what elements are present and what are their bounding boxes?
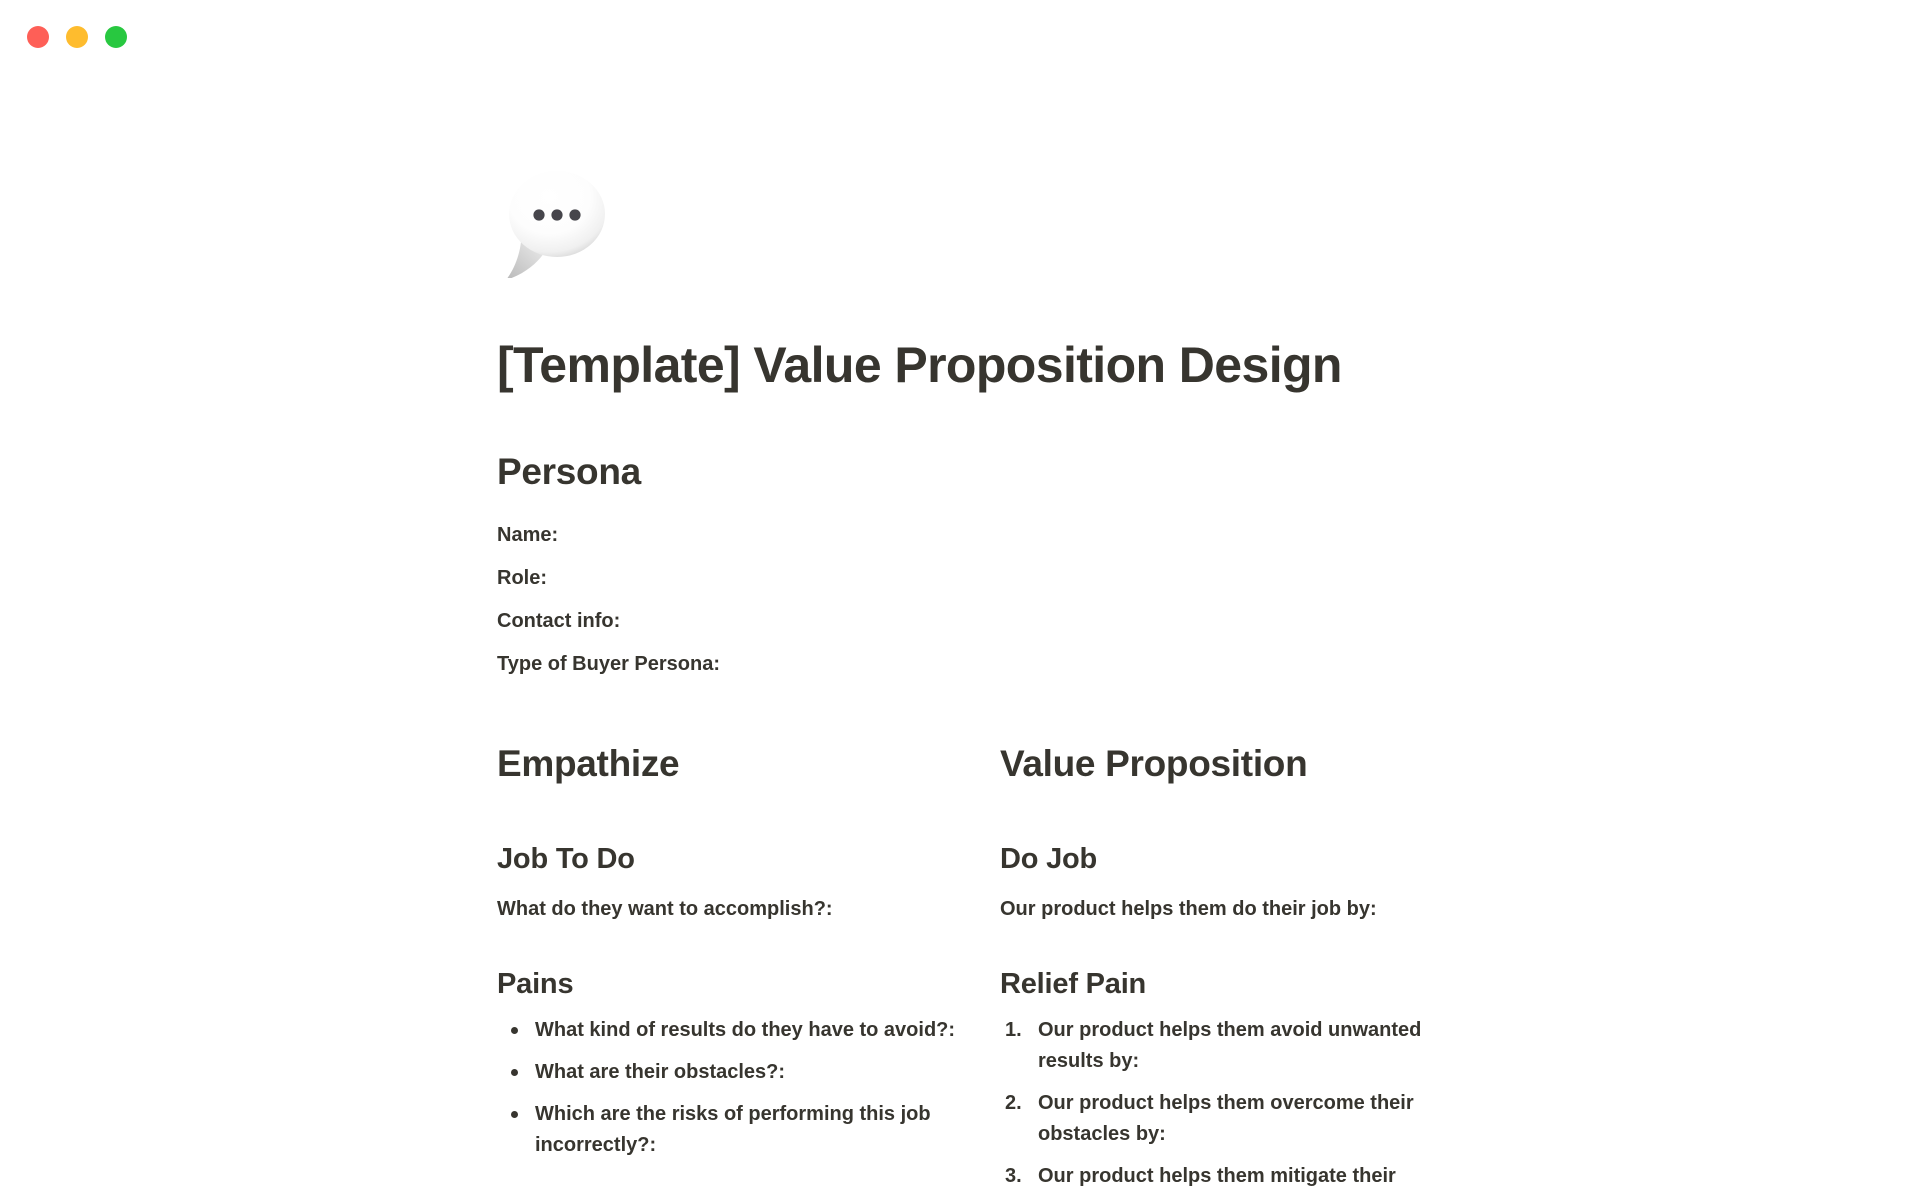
persona-field-name[interactable]: Name:: [497, 524, 559, 546]
speech-balloon-icon: [497, 168, 609, 278]
persona-heading[interactable]: Persona: [497, 451, 641, 492]
persona-fields: [497, 520, 1459, 680]
close-window-button[interactable]: [27, 26, 49, 48]
two-column-section: [497, 740, 1459, 1203]
pains-heading[interactable]: Pains: [497, 968, 574, 1000]
job-to-do-body[interactable]: What do they want to accomplish?:: [497, 898, 833, 920]
list-item[interactable]: Which are the risks of performing this job incorrectly?:: [497, 1099, 957, 1161]
page-icon[interactable]: [497, 168, 609, 278]
empathize-heading[interactable]: Empathize: [497, 743, 680, 784]
zoom-window-button[interactable]: [105, 26, 127, 48]
list-item[interactable]: What are their obstacles?:: [497, 1057, 957, 1088]
column-value-proposition: [1000, 740, 1460, 1203]
window-controls: [27, 26, 127, 48]
minimize-window-button[interactable]: [66, 26, 88, 48]
list-item[interactable]: Our product helps them mitigate their: [1038, 1165, 1396, 1187]
do-job-heading[interactable]: Do Job: [1000, 843, 1098, 875]
relief-pain-list: [1000, 1015, 1460, 1192]
notion-page: [497, 0, 1459, 1203]
persona-field-contact-info[interactable]: Contact info:: [497, 610, 621, 632]
do-job-body[interactable]: Our product helps them do their job by:: [1000, 898, 1377, 920]
list-item[interactable]: What kind of results do they have to avoid?:: [497, 1015, 957, 1046]
relief-pain-heading[interactable]: Relief Pain: [1000, 968, 1147, 1000]
page-title[interactable]: [Template] Value Proposition Design: [497, 337, 1342, 393]
persona-field-buyer-persona-type[interactable]: Type of Buyer Persona:: [497, 653, 721, 675]
persona-field-role[interactable]: Role:: [497, 567, 547, 589]
list-item[interactable]: Our product helps them avoid unwanted results by:: [1038, 1019, 1422, 1072]
value-proposition-heading[interactable]: Value Proposition: [1000, 743, 1308, 784]
job-to-do-heading[interactable]: Job To Do: [497, 843, 635, 875]
list-item[interactable]: Our product helps them overcome their obstacles by:: [1038, 1092, 1414, 1145]
column-empathize: [497, 740, 957, 1203]
pains-list: [497, 1015, 957, 1161]
